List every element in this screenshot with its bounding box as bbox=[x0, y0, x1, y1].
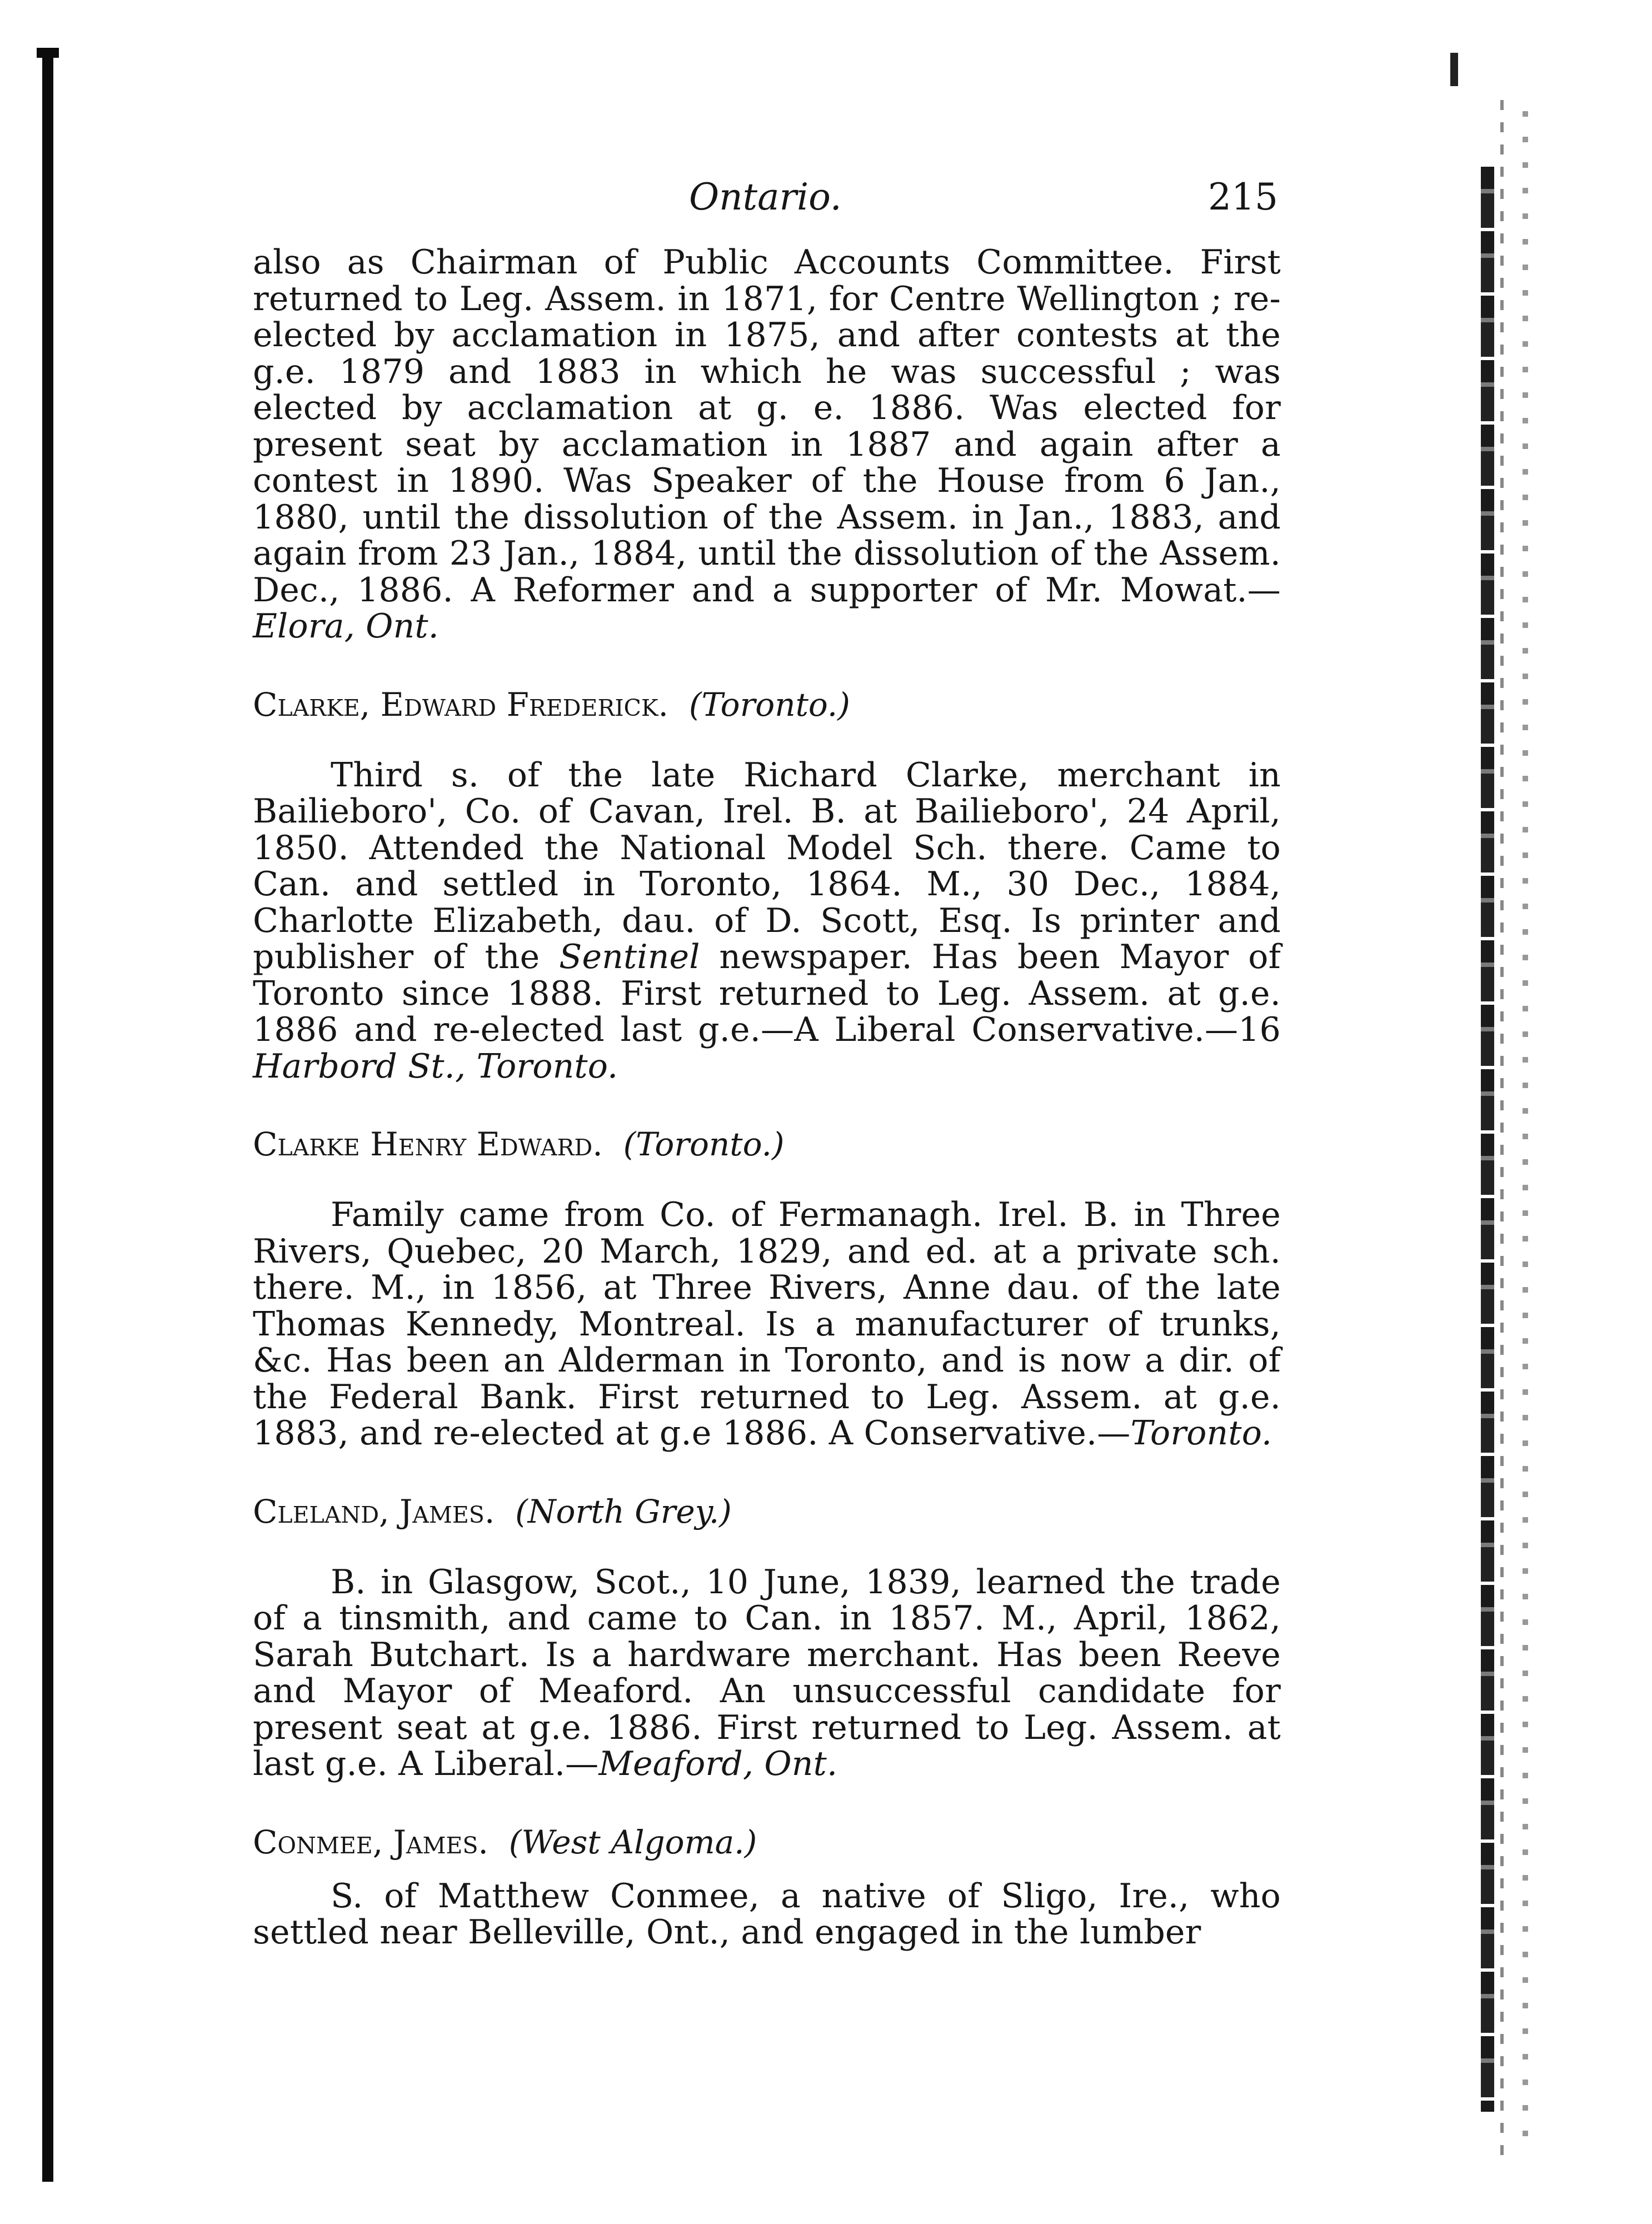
entry-constituency: (Toronto.) bbox=[688, 685, 850, 724]
scan-edge-noise-outer bbox=[1523, 111, 1528, 2140]
continuation-address: Elora, Ont. bbox=[253, 607, 439, 646]
binding-edge bbox=[42, 48, 53, 2182]
text-column bbox=[253, 245, 1281, 1951]
running-title: Ontario. bbox=[689, 176, 842, 218]
entry-body-text: Family came from Co. of Fermanagh. Irel. B. in Three Rivers, Quebec, 20 March, 1829, and ed. at a private sch. there. M., in 1856, at Three Rivers, Anne dau. of the late Thomas Kennedy, Montreal. Is a manufacturer of trunks, &c. Has been an Alderman in Toronto, and is now a dir. of the Federal Bank. First returned to Leg. Assem. at g.e. 1883, and re-elected at g.e 1886. A Conservative.— bbox=[253, 1195, 1281, 1453]
running-header bbox=[689, 172, 1278, 228]
entry-heading bbox=[253, 1823, 1281, 1862]
entry-name: Cleland, James. bbox=[253, 1492, 495, 1530]
entry-body-text: B. in Glasgow, Scot., 10 June, 1839, learned the trade of a tinsmith, and came to Can. in 1857. M., April, 1862, Sarah Butchart. Is a hardware merchant. Has been Reeve and Mayor of Meaford. An unsuccessful candidate for present seat at g.e. 1886. First returned to Leg. Assem. at last g.e. A Liberal.— bbox=[253, 1562, 1281, 1783]
entry-heading bbox=[253, 1492, 1281, 1531]
entry-body-text: S. of Matthew Conmee, a native of Sligo, Ire., who settled near Belleville, Ont., and engaged in the lumber bbox=[253, 1876, 1281, 1952]
entry-body bbox=[253, 1878, 1281, 1951]
entry-constituency: (West Algoma.) bbox=[508, 1823, 757, 1861]
entry-address: Harbord St., Toronto. bbox=[253, 1046, 618, 1086]
entry-constituency: (Toronto.) bbox=[623, 1125, 785, 1163]
entry-name: Conmee, James. bbox=[253, 1823, 488, 1861]
newspaper-title: Sentinel bbox=[559, 938, 700, 976]
entry-heading bbox=[253, 1125, 1281, 1164]
entry-name: Clarke, Edward Frederick. bbox=[253, 685, 668, 724]
entry-name: Clarke Henry Edward. bbox=[253, 1125, 603, 1163]
scan-mark bbox=[1450, 53, 1458, 86]
entry-body-text-tail: newspaper. Has been Mayor of Toronto since 1888. First returned to Leg. Assem. at g.e. 1886 and re-elected last g.e.—A Liberal Conservative.—16 bbox=[253, 938, 1281, 1049]
entry-constituency: (North Grey.) bbox=[515, 1492, 732, 1530]
scan-edge-noise bbox=[1500, 100, 1504, 2156]
entry-body bbox=[253, 757, 1281, 1085]
entry-address: Toronto. bbox=[1130, 1414, 1272, 1453]
entry-heading bbox=[253, 685, 1281, 724]
entry-body-text: Third s. of the late Richard Clarke, merchant in Bailieboro', Co. of Cavan, Irel. B. at Bailieboro', 24 April, 1850. Attended the National Model Sch. there. Came to Can. and settled in Toronto, 1864. M., 30 Dec., 1884, Charlotte Elizabeth, dau. of D. Scott, Esq. Is printer and publisher of the bbox=[253, 755, 1281, 976]
continuation-paragraph bbox=[253, 245, 1281, 645]
page-number: 215 bbox=[1208, 176, 1278, 218]
entry-body bbox=[253, 1197, 1281, 1452]
continuation-text: also as Chairman of Public Accounts Committee. First returned to Leg. Assem. in 1871, for Centre Wellington ; re-elected by acclamation in 1875, and after contests at the g.e. 1879 and 1883 in which he was successful ; was elected by acclamation at g. e. 1886. Was elected for present seat by acclamation in 1887 and again after a contest in 1890. Was Speaker of the House from 6 Jan., 1880, until the dissolution of the Assem. in Jan., 1883, and again from 23 Jan., 1884, until the dissolution of the Assem. Dec., 1886. A Reformer and a supporter of Mr. Mowat.— bbox=[253, 243, 1281, 610]
entry-address: Meaford, Ont. bbox=[598, 1744, 838, 1783]
entry-body bbox=[253, 1564, 1281, 1783]
scan-edge-strip bbox=[1481, 167, 1494, 2112]
